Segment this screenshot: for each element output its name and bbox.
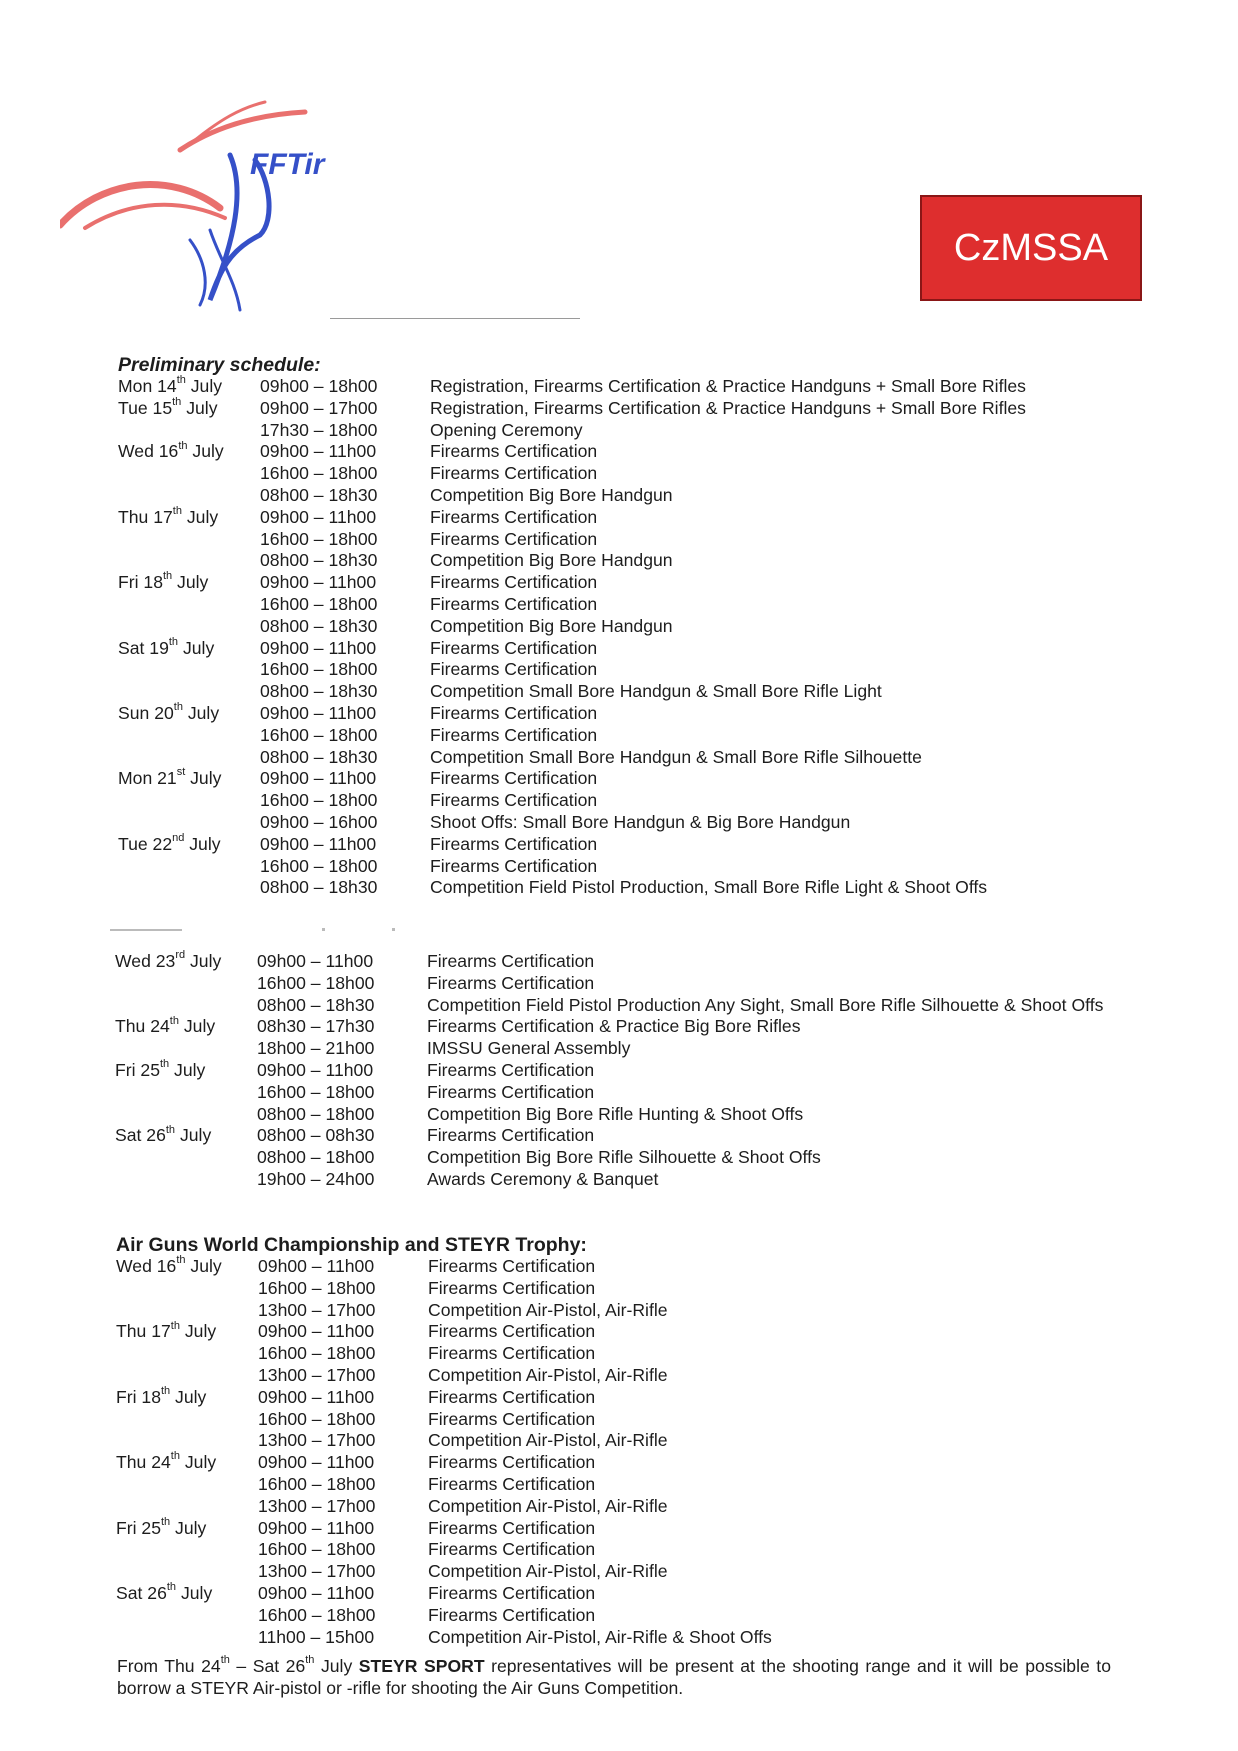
schedule-row [115,1038,1115,1060]
schedule-day [116,1384,258,1409]
schedule-row [118,594,1118,616]
schedule-day-suffix: th [162,570,173,583]
schedule-day [115,1060,257,1082]
schedule-activity: Firearms Certification & Practice Big Bore Rifles [427,1016,801,1037]
schedule-time: 09h00 – 18h00 [260,376,378,396]
schedule-activity: Firearms Certification [430,724,598,745]
schedule-time: 08h00 – 18h00 [257,1147,375,1168]
schedule-row [116,1278,1116,1300]
schedule-time: 16h00 – 18h00 [260,724,378,745]
schedule-day [116,1365,258,1387]
schedule-time: 09h00 – 11h00 [260,702,377,723]
schedule-day-suffix: th [160,1384,171,1397]
schedule-day [118,594,260,616]
schedule-day-num: Sun 20 [118,702,174,723]
preliminary-schedule [118,354,1118,899]
schedule-row [115,1147,1115,1169]
schedule-day-month: July [181,506,219,527]
schedule-row [116,1321,1116,1343]
schedule-activity: Competition Air-Pistol, Air-Rifle [428,1299,668,1320]
schedule-day-suffix: th [172,395,182,408]
schedule-row [118,681,1118,703]
schedule-day-num: Fri 18 [116,1386,161,1407]
schedule-row [118,376,1118,398]
schedule-activity: Firearms Certification [430,659,598,680]
schedule-day [118,420,260,442]
schedule-row [116,1384,1116,1409]
schedule-time: 09h00 – 11h00 [260,506,377,527]
schedule-day [118,572,260,594]
schedule-row [118,616,1118,638]
schedule-time: 13h00 – 17h00 [258,1561,376,1582]
schedule-row [118,768,1118,790]
schedule-activity: Firearms Certification [427,1125,595,1146]
schedule-activity: Competition Big Bore Handgun [430,550,673,571]
schedule-time: 17h30 – 18h00 [260,419,378,440]
schedule-day-num: Thu 17 [118,506,173,527]
schedule-time: 16h00 – 18h00 [260,855,378,876]
schedule-activity: Registration, Firearms Certification & Practice Handguns + Small Bore Rifles [430,397,1026,418]
note-rest: representatives will be present at the shooting range and it will be possible to borrow a STEYR Air-pistol or -rifle for shooting the Air Guns Competition. [117,1656,1111,1698]
schedule-row [118,703,1118,725]
schedule-activity: Firearms Certification [430,463,598,484]
schedule-activity: Firearms Certification [427,1059,595,1080]
schedule-day [118,831,260,856]
schedule-time: 09h00 – 11h00 [258,1517,375,1538]
schedule-day-month: July [181,397,218,418]
schedule-day [116,1539,258,1561]
schedule-row [115,1125,1115,1147]
schedule-day-month: July [179,1321,217,1342]
schedule-day-suffix: th [170,1319,180,1332]
schedule-day [118,856,260,878]
schedule-day-month: July [185,1256,222,1276]
schedule-activity: Firearms Certification [427,1081,595,1102]
schedule-day-num: Mon 14 [118,376,177,396]
note-to: – Sat 26 [229,1656,306,1676]
schedule-time: 09h00 – 17h00 [260,397,378,418]
schedule-row [118,635,1118,660]
schedule-day [115,1125,257,1147]
schedule-time: 09h00 – 11h00 [257,951,374,971]
schedule-activity: Competition Field Pistol Production Any Sight, Small Bore Rifle Silhouette & Shoot Offs [427,994,1104,1015]
schedule-continued [115,951,1115,1191]
schedule-activity: Competition Air-Pistol, Air-Rifle [428,1561,668,1582]
schedule-row [115,1016,1115,1038]
schedule-activity: Competition Big Bore Handgun [430,484,673,505]
schedule-row [116,1605,1116,1627]
schedule-time: 16h00 – 18h00 [258,1473,376,1494]
schedule-day [118,376,260,398]
schedule-time: 13h00 – 17h00 [258,1299,376,1320]
schedule-row [118,831,1118,856]
schedule-row [115,1060,1115,1082]
schedule-day [118,550,260,572]
fftir-logo-graphic [60,100,400,320]
schedule-day [115,973,257,995]
schedule-row [116,1539,1116,1561]
schedule-day-suffix: th [176,374,186,387]
schedule-time: 09h00 – 11h00 [260,768,377,789]
schedule-activity: Firearms Certification [430,702,598,723]
schedule-day [115,995,257,1017]
schedule-day [118,725,260,747]
schedule-activity: Firearms Certification [428,1321,596,1342]
note-to-rest: July [314,1656,359,1676]
schedule-time: 16h00 – 18h00 [258,1604,376,1625]
schedule-activity: Firearms Certification [430,593,598,614]
schedule-row [118,463,1118,485]
schedule-row [115,1082,1115,1104]
schedule-day-suffix: th [178,439,188,452]
schedule-day-month: July [184,833,221,854]
schedule-row [116,1561,1116,1583]
note-brand: STEYR SPORT [358,1656,485,1676]
schedule-row [118,856,1118,878]
schedule-row [118,441,1118,463]
schedule-activity: Awards Ceremony & Banquet [427,1168,659,1189]
schedule-day [116,1583,258,1605]
schedule-time: 09h00 – 11h00 [260,833,377,854]
schedule-activity: Competition Small Bore Handgun & Small Bore Rifle Light [430,681,882,702]
schedule-day-num: Thu 24 [115,1016,170,1037]
schedule-day [118,616,260,638]
schedule-day [115,1038,257,1060]
schedule-time: 16h00 – 18h00 [257,972,375,993]
schedule-day-num: Tue 22 [118,833,173,854]
schedule-day [115,1104,257,1126]
schedule-day-month: July [185,951,222,971]
schedule-time: 09h00 – 11h00 [258,1321,375,1342]
schedule-day [116,1256,258,1278]
steyr-note [117,1656,1111,1699]
schedule-time: 09h00 – 11h00 [258,1386,375,1407]
schedule-row [116,1343,1116,1365]
schedule-row [115,1169,1115,1191]
schedule-activity: Firearms Certification [430,790,598,811]
preliminary-schedule-title: Preliminary schedule: [118,354,321,376]
schedule-row [118,420,1118,442]
schedule-day-month: July [185,768,222,789]
schedule-row [118,550,1118,572]
czmssa-badge [920,195,1142,301]
schedule-day-suffix: th [168,635,179,648]
schedule-day [116,1515,258,1540]
note-from-sup: th [220,1654,230,1667]
schedule-time: 08h00 – 18h30 [260,615,378,636]
airguns-title: Air Guns World Championship and STEYR Trophy: [116,1234,587,1256]
schedule-time: 09h00 – 16h00 [260,811,378,832]
schedule-day-num: Tue 15 [118,397,173,418]
schedule-time: 08h00 – 18h00 [257,1103,375,1124]
schedule-day-suffix: th [172,504,182,517]
schedule-row [116,1515,1116,1540]
schedule-time: 08h30 – 17h30 [257,1016,375,1037]
schedule-activity: Registration, Firearms Certification & Practice Handguns + Small Bore Rifles [430,376,1026,396]
schedule-time: 19h00 – 24h00 [257,1168,375,1189]
schedule-day [118,395,260,420]
schedule-activity: Firearms Certification [430,768,598,789]
note-to-sup: th [305,1654,315,1667]
schedule-time: 16h00 – 18h00 [260,528,378,549]
schedule-activity: Firearms Certification [428,1517,596,1538]
schedule-time: 09h00 – 11h00 [260,637,377,658]
schedule-day [116,1452,258,1474]
schedule-activity: Firearms Certification [427,972,595,993]
schedule-day [116,1430,258,1452]
schedule-day [116,1321,258,1343]
schedule-activity: Firearms Certification [428,1256,596,1276]
schedule-day [116,1343,258,1365]
schedule-activity: Competition Air-Pistol, Air-Rifle [428,1364,668,1385]
schedule-day [115,1147,257,1169]
schedule-day [118,681,260,703]
schedule-activity: Firearms Certification [428,1473,596,1494]
schedule-activity: Shoot Offs: Small Bore Handgun & Big Bore Handgun [430,811,851,832]
schedule-day-suffix: th [176,1254,186,1267]
schedule-day [118,504,260,529]
schedule-day-suffix: nd [172,831,185,844]
schedule-day-num: Sat 26 [116,1582,167,1603]
schedule-day-num: Fri 18 [118,572,163,593]
schedule-day [118,659,260,681]
schedule-day-suffix: th [173,701,183,714]
schedule-row [118,812,1118,834]
schedule-time: 13h00 – 17h00 [258,1495,376,1516]
schedule-time: 08h00 – 18h30 [260,681,378,702]
schedule-day-month: July [170,1386,207,1407]
schedule-day [116,1474,258,1496]
schedule-day [116,1561,258,1583]
schedule-day-month: July [176,1582,213,1603]
schedule-day [118,441,260,463]
schedule-time: 09h00 – 11h00 [258,1256,375,1276]
schedule-day-num: Wed 16 [116,1256,177,1276]
schedule-row [116,1474,1116,1496]
schedule-row [118,529,1118,551]
schedule-row [115,995,1115,1017]
schedule-activity: Competition Air-Pistol, Air-Rifle [428,1430,668,1451]
schedule-day [118,877,260,899]
schedule-activity: Firearms Certification [427,951,595,971]
note-from: From Thu 24 [117,1656,221,1676]
schedule-activity: Firearms Certification [430,572,598,593]
schedule-activity: Firearms Certification [428,1408,596,1429]
schedule-activity: Competition Big Bore Handgun [430,615,673,636]
schedule-day [118,768,260,790]
schedule-time: 09h00 – 11h00 [258,1452,375,1473]
schedule-activity: Competition Field Pistol Production, Small Bore Rifle Light & Shoot Offs [430,877,988,898]
schedule-day-suffix: th [169,1014,179,1027]
fftir-logo-text: FFTir [250,148,325,181]
schedule-day [118,812,260,834]
schedule-day [118,747,260,769]
schedule-row [115,973,1115,995]
schedule-day [116,1605,258,1627]
schedule-row [118,572,1118,594]
schedule-row [116,1430,1116,1452]
fftir-logo [60,100,400,320]
schedule-time: 16h00 – 18h00 [260,593,378,614]
czmssa-badge-text: CzMSSA [953,226,1109,269]
schedule-day-suffix: th [165,1123,176,1136]
schedule-day [116,1409,258,1431]
schedule-time: 13h00 – 17h00 [258,1364,376,1385]
schedule-day-month: July [182,702,220,723]
schedule-row [116,1256,1116,1278]
schedule-row [116,1365,1116,1387]
schedule-day [115,951,257,973]
schedule-activity: Firearms Certification [430,441,598,462]
schedule-time: 16h00 – 18h00 [258,1539,376,1560]
schedule-day [118,529,260,551]
schedule-activity: IMSSU General Assembly [427,1038,631,1059]
schedule-time: 09h00 – 11h00 [257,1059,374,1080]
schedule-row [118,790,1118,812]
schedule-day-month: July [179,1452,217,1473]
schedule-time: 09h00 – 11h00 [260,572,377,593]
schedule-day-suffix: th [159,1058,170,1071]
schedule-day-month: July [172,572,209,593]
logo-divider [330,318,580,319]
schedule-day-suffix: st [176,766,186,779]
schedule-activity: Competition Small Bore Handgun & Small Bore Rifle Silhouette [430,746,922,767]
schedule-activity: Firearms Certification [428,1452,596,1473]
schedule-row [118,504,1118,529]
schedule-day [118,703,260,725]
schedule-time: 08h00 – 18h30 [260,877,378,898]
schedule-row [118,877,1118,899]
schedule-time: 08h00 – 18h30 [260,484,378,505]
schedule-activity: Firearms Certification [430,855,598,876]
schedule-day-num: Fri 25 [115,1059,160,1080]
schedule-day [118,635,260,660]
schedule-row [116,1452,1116,1474]
schedule-time: 08h00 – 08h30 [257,1125,375,1146]
schedule-row [118,725,1118,747]
schedule-day-num: Thu 24 [116,1452,171,1473]
scan-mark [110,929,182,931]
schedule-day [115,1082,257,1104]
schedule-day-suffix: th [166,1581,177,1594]
schedule-row [118,395,1118,420]
schedule-time: 08h00 – 18h30 [260,550,378,571]
schedule-row [116,1583,1116,1605]
schedule-activity: Firearms Certification [428,1582,596,1603]
schedule-time: 18h00 – 21h00 [257,1038,375,1059]
schedule-activity: Competition Big Bore Rifle Silhouette & Shoot Offs [427,1147,821,1168]
schedule-activity: Firearms Certification [430,506,598,527]
schedule-time: 13h00 – 17h00 [258,1430,376,1451]
schedule-activity: Firearms Certification [430,528,598,549]
schedule-time: 08h00 – 18h30 [260,746,378,767]
schedule-activity: Competition Air-Pistol, Air-Rifle & Shoot Offs [428,1626,772,1647]
schedule-time: 16h00 – 18h00 [260,790,378,811]
schedule-day [115,1016,257,1038]
schedule-day-month: July [185,376,223,396]
schedule-day-num: Wed 16 [118,441,179,462]
schedule-time: 16h00 – 18h00 [258,1277,376,1298]
schedule-day-month: July [170,1517,207,1538]
schedule-day-month: July [175,1125,212,1146]
schedule-day [116,1627,258,1649]
schedule-day-num: Mon 21 [118,768,177,789]
schedule-time: 09h00 – 11h00 [260,441,377,462]
schedule-day [115,1169,257,1191]
schedule-day-num: Sat 19 [118,637,169,658]
schedule-day-num: Thu 17 [116,1321,171,1342]
airguns-schedule [116,1234,1116,1648]
schedule-row [118,485,1118,507]
schedule-time: 08h00 – 18h30 [257,994,375,1015]
schedule-row [116,1627,1116,1649]
schedule-day [118,790,260,812]
schedule-day-num: Wed 23 [115,951,176,971]
schedule-time: 16h00 – 18h00 [258,1408,376,1429]
schedule-day-num: Sat 26 [115,1125,166,1146]
schedule-time: 16h00 – 18h00 [257,1081,375,1102]
schedule-day-month: July [178,637,215,658]
schedule-activity: Firearms Certification [430,833,598,854]
schedule-day-month: July [187,441,224,462]
schedule-day [118,463,260,485]
schedule-activity: Competition Air-Pistol, Air-Rifle [428,1495,668,1516]
schedule-day [116,1496,258,1518]
schedule-activity: Firearms Certification [430,637,598,658]
schedule-day [116,1300,258,1322]
schedule-activity: Competition Big Bore Rifle Hunting & Shoot Offs [427,1103,804,1124]
schedule-activity: Firearms Certification [428,1539,596,1560]
schedule-activity: Firearms Certification [428,1277,596,1298]
schedule-day-month: July [169,1059,206,1080]
schedule-time: 11h00 – 15h00 [258,1626,375,1647]
schedule-day-suffix: th [170,1450,180,1463]
schedule-day-month: July [178,1016,216,1037]
schedule-row [116,1496,1116,1518]
schedule-time: 16h00 – 18h00 [258,1343,376,1364]
schedule-row [118,659,1118,681]
schedule-day-num: Fri 25 [116,1517,161,1538]
schedule-row [115,951,1115,973]
scan-mark [322,928,325,931]
schedule-row [115,1104,1115,1126]
scan-mark [392,928,395,931]
schedule-activity: Firearms Certification [428,1386,596,1407]
schedule-time: 16h00 – 18h00 [260,463,378,484]
schedule-time: 09h00 – 11h00 [258,1582,375,1603]
schedule-day [116,1278,258,1300]
schedule-row [118,747,1118,769]
schedule-day-suffix: th [160,1515,171,1528]
schedule-time: 16h00 – 18h00 [260,659,378,680]
schedule-day-suffix: rd [175,949,186,962]
schedule-row [116,1409,1116,1431]
schedule-row [116,1300,1116,1322]
schedule-activity: Opening Ceremony [430,419,583,440]
schedule-day [118,485,260,507]
schedule-activity: Firearms Certification [428,1343,596,1364]
schedule-activity: Firearms Certification [428,1604,596,1625]
